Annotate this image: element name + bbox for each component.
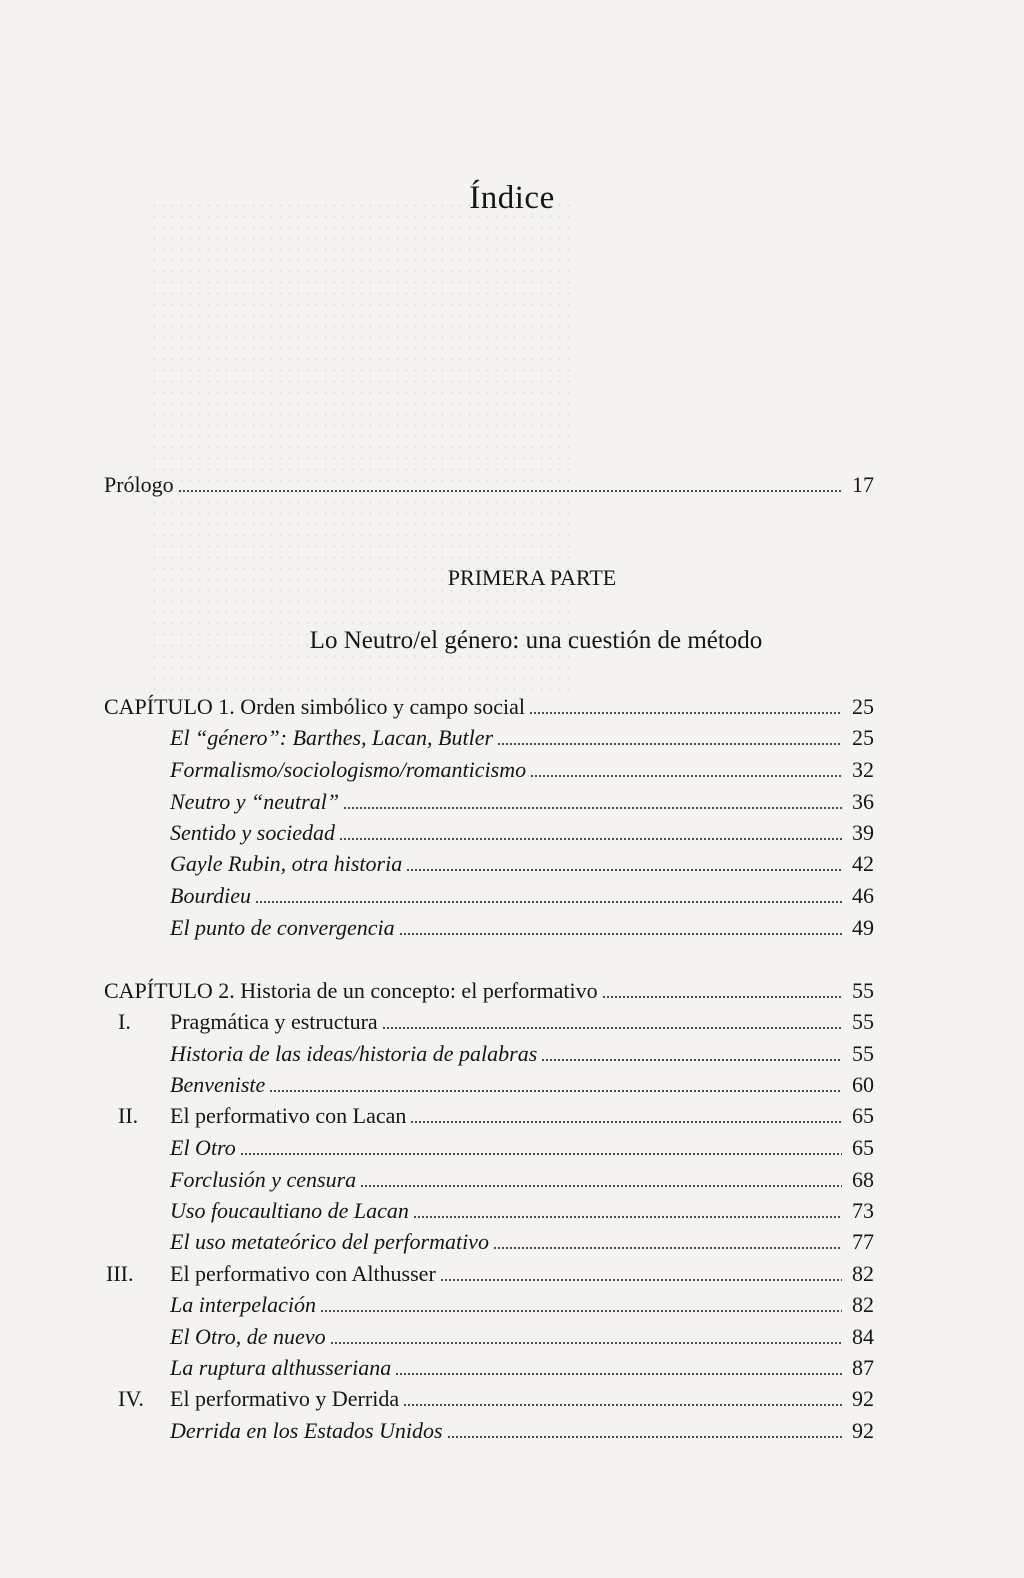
- toc-entry: [170, 1227, 874, 1257]
- toc-entry-text: Neutro y “neutral”: [170, 789, 340, 814]
- dot-leader: [493, 1247, 842, 1249]
- section-numeral: II.: [118, 1103, 139, 1128]
- page-title: Índice: [469, 180, 555, 216]
- toc-page-number: 82: [852, 1292, 874, 1317]
- toc-page-number: 60: [852, 1072, 874, 1097]
- print-speckle: [150, 200, 570, 700]
- dot-leader: [320, 1310, 842, 1312]
- toc-entry-text: El “género”: Barthes, Lacan, Butler: [170, 725, 494, 750]
- toc-entry-text: El performativo con Althusser: [170, 1261, 436, 1286]
- toc-entry: [170, 913, 874, 943]
- toc-section: [118, 1101, 874, 1131]
- chapter-title: CAPÍTULO 1. Orden simbólico y campo social: [104, 694, 525, 719]
- dot-leader: [497, 743, 842, 745]
- dot-leader: [447, 1436, 842, 1438]
- toc-entry-text: La interpelación: [170, 1292, 317, 1317]
- toc-page-number: 25: [852, 694, 874, 719]
- toc-chapter-1: [104, 692, 874, 722]
- dot-leader: [440, 1279, 842, 1281]
- toc-page-number: 65: [852, 1135, 874, 1160]
- toc-entry: [170, 881, 874, 911]
- dot-leader: [382, 1027, 842, 1029]
- toc-page-number: 84: [852, 1324, 874, 1349]
- toc-entry-text: Bourdieu: [170, 883, 252, 908]
- toc-entry: [170, 1070, 874, 1100]
- part-subtitle: Lo Neutro/el género: una cuestión de método: [309, 627, 763, 654]
- dot-leader: [410, 1121, 842, 1123]
- toc-entry: [170, 1039, 874, 1069]
- toc-entry: [170, 1133, 874, 1163]
- toc-entry: [170, 849, 874, 879]
- toc-entry-text: El Otro, de nuevo: [170, 1324, 326, 1349]
- toc-entry: [170, 787, 874, 817]
- toc-entry-text: Derrida en los Estados Unidos: [170, 1418, 443, 1443]
- toc-entry-text: Prólogo: [104, 472, 174, 497]
- toc-entry-text: Forclusión y censura: [170, 1167, 357, 1192]
- toc-page-number: 82: [852, 1261, 874, 1286]
- chapter-title: CAPÍTULO 2. Historia de un concepto: el performativo: [104, 978, 598, 1003]
- toc-page-number: 49: [852, 915, 874, 940]
- toc-section: [118, 1007, 874, 1037]
- toc-page-number: 25: [852, 725, 874, 750]
- toc-entry: [170, 1290, 874, 1320]
- toc-section: [118, 1384, 874, 1414]
- toc-page-number: 17: [852, 472, 874, 497]
- toc-entry: [170, 1416, 874, 1446]
- toc-entry-prologue: [104, 470, 874, 500]
- toc-page-number: 92: [852, 1386, 874, 1411]
- toc-page-number: 55: [852, 1009, 874, 1034]
- toc-page-number: 42: [852, 851, 874, 876]
- toc-entry-text: La ruptura althusseriana: [170, 1355, 392, 1380]
- dot-leader: [399, 933, 842, 935]
- dot-leader: [529, 712, 842, 714]
- toc-entry-text: Sentido y sociedad: [170, 820, 335, 845]
- toc-page-number: 46: [852, 883, 874, 908]
- toc-entry: [170, 1196, 874, 1226]
- toc-entry-text: Uso foucaultiano de Lacan: [170, 1198, 409, 1223]
- toc-page-number: 73: [852, 1198, 874, 1223]
- toc-entry: [170, 755, 874, 785]
- toc-entry: [170, 1322, 874, 1352]
- toc-entry-text: Pragmática y estructura: [170, 1009, 378, 1034]
- toc-entry-text: Gayle Rubin, otra historia: [170, 851, 403, 876]
- toc-section: [106, 1259, 874, 1289]
- toc-page-number: 92: [852, 1418, 874, 1443]
- dot-leader: [339, 838, 842, 840]
- dot-leader: [403, 1404, 842, 1406]
- toc-page-number: 77: [852, 1229, 874, 1254]
- toc-entry: [170, 1353, 874, 1383]
- section-numeral: IV.: [118, 1386, 144, 1411]
- toc-entry-text: El performativo con Lacan: [170, 1103, 407, 1128]
- dot-leader: [406, 869, 842, 871]
- toc-page-number: 68: [852, 1167, 874, 1192]
- toc-page-number: 32: [852, 757, 874, 782]
- section-numeral: III.: [106, 1261, 134, 1286]
- toc-entry-text: El performativo y Derrida: [170, 1386, 400, 1411]
- dot-leader: [530, 775, 842, 777]
- dot-leader: [178, 490, 842, 492]
- toc-entry: [170, 723, 874, 753]
- toc-entry-text: El Otro: [170, 1135, 236, 1160]
- toc-chapter-2: [104, 976, 874, 1006]
- toc-entry-text: El uso metateórico del performativo: [170, 1229, 489, 1254]
- dot-leader: [602, 996, 842, 998]
- toc-entry-text: Historia de las ideas/historia de palabras: [170, 1041, 538, 1066]
- toc-page-number: 55: [852, 1041, 874, 1066]
- toc-page-number: 65: [852, 1103, 874, 1128]
- toc-page-number: 36: [852, 789, 874, 814]
- dot-leader: [413, 1216, 842, 1218]
- dot-leader: [255, 901, 842, 903]
- dot-leader: [240, 1153, 842, 1155]
- dot-leader: [541, 1059, 842, 1061]
- toc-page-number: 87: [852, 1355, 874, 1380]
- section-numeral: I.: [118, 1009, 131, 1034]
- toc-entry-text: Formalismo/sociologismo/romanticismo: [170, 757, 527, 782]
- toc-entry: [170, 818, 874, 848]
- toc-page-number: 39: [852, 820, 874, 845]
- toc-entry-text: El punto de convergencia: [170, 915, 395, 940]
- part-heading: PRIMERA PARTE: [447, 565, 617, 590]
- dot-leader: [395, 1373, 842, 1375]
- toc-page-number: 55: [852, 978, 874, 1003]
- dot-leader: [330, 1342, 842, 1344]
- toc-entry-text: Benveniste: [170, 1072, 266, 1097]
- dot-leader: [343, 807, 842, 809]
- dot-leader: [269, 1090, 842, 1092]
- toc-entry: [170, 1165, 874, 1195]
- dot-leader: [360, 1185, 842, 1187]
